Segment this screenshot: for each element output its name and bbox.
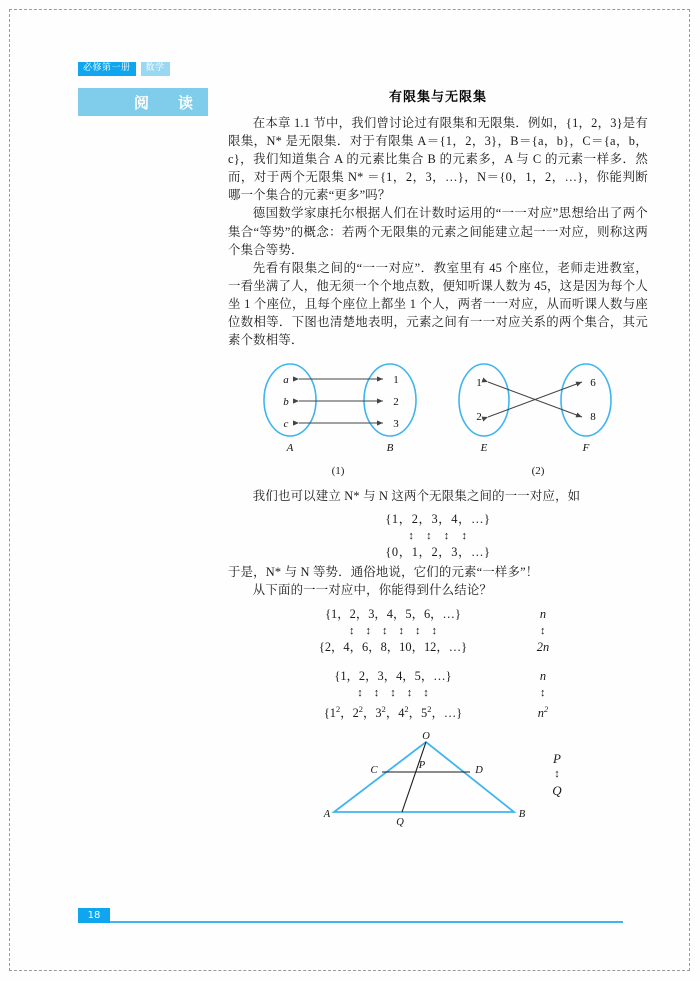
set-f-item-1: 8 bbox=[590, 411, 596, 424]
triangle-label-d: D bbox=[475, 764, 484, 776]
article-body bbox=[228, 86, 648, 828]
running-head bbox=[78, 62, 170, 76]
ellipse-set-e bbox=[459, 364, 509, 436]
correspondence-2-arrows: ↕ ↕ ↕ ↕ ↕ ↕ bbox=[349, 624, 437, 637]
article-title: 有限集与无限集 bbox=[388, 90, 487, 105]
triangle-svg bbox=[314, 732, 534, 828]
label-set-e: E bbox=[480, 442, 488, 455]
triangle-side-bottom: Q bbox=[552, 782, 562, 798]
correspondence-2-row-bottom bbox=[228, 639, 648, 656]
correspondence-1-top: {1，2，3，4，…} bbox=[385, 512, 491, 527]
paragraph-cantor: 德国数学家康托尔根据人们在计数时运用的“一一对应”思想给出了两个集合“等势”的概念：若两个无限集的元素之间能建立起一一对应，则称这两个集合等势． bbox=[228, 206, 648, 257]
set-a-item-1: b bbox=[283, 396, 289, 409]
running-head-subject: 数学 bbox=[141, 62, 170, 76]
reading-section-label: 阅 读 bbox=[133, 93, 200, 112]
correspondence-2-row-arrows bbox=[228, 623, 648, 639]
correspondence-1-bottom: {0，1，2，3，…} bbox=[385, 545, 491, 560]
set-a-item-2: c bbox=[283, 418, 289, 431]
mapping-arrows-2 bbox=[488, 382, 582, 417]
correspondence-3-side-top: n bbox=[539, 668, 547, 683]
triangle-label-q: Q bbox=[396, 816, 405, 828]
figure-mapping-diagrams bbox=[228, 361, 648, 477]
triangle-label-p: P bbox=[419, 759, 426, 771]
mapping-svg bbox=[238, 361, 638, 463]
triangle-label-b: B bbox=[519, 808, 526, 820]
correspondence-block-1 bbox=[228, 511, 648, 561]
correspondence-block-3 bbox=[228, 668, 648, 722]
running-head-book: 必修第一册 bbox=[78, 62, 136, 76]
segment-oq bbox=[402, 742, 426, 812]
correspondence-3-top: {1，2，3，4，5，…} bbox=[334, 668, 452, 683]
label-set-f: F bbox=[582, 442, 590, 455]
correspondence-3-side-bottom-base: n bbox=[537, 705, 544, 720]
ellipse-set-f bbox=[561, 364, 611, 436]
set-a-item-0: a bbox=[283, 374, 289, 387]
correspondence-2-side-top: n bbox=[539, 606, 547, 621]
ellipse-set-a bbox=[264, 364, 316, 436]
triangle-label-c: C bbox=[370, 764, 378, 776]
ellipse-set-b bbox=[364, 364, 416, 436]
set-b-item-2: 3 bbox=[393, 418, 399, 431]
correspondence-2-row-top bbox=[228, 606, 648, 623]
correspondence-2-side-bottom: 2n bbox=[536, 639, 550, 654]
correspondence-3-row-top bbox=[228, 668, 648, 685]
correspondence-3-side-arrow: ↕ bbox=[539, 686, 547, 699]
set-b-item-0: 1 bbox=[393, 374, 399, 387]
paragraph-after-figure: 我们也可以建立 N* 与 N 这两个无限集之间的一一对应，如 bbox=[252, 489, 581, 504]
page-number: 18 bbox=[78, 908, 110, 923]
correspondence-2-top: {1，2，3，4，5，6，…} bbox=[325, 606, 461, 621]
set-e-item-0: 1 bbox=[476, 377, 482, 390]
triangle-side-correspondence bbox=[552, 750, 561, 799]
correspondence-block-2 bbox=[228, 606, 648, 656]
correspondence-3-arrows: ↕ ↕ ↕ ↕ ↕ bbox=[357, 686, 429, 699]
figure-triangle-wrap bbox=[228, 732, 648, 828]
correspondence-3-row-arrows bbox=[228, 685, 648, 701]
triangle-side-top: P bbox=[553, 750, 561, 766]
paragraph-question: 从下面的一一对应中，你能得到什么结论？ bbox=[252, 583, 493, 598]
correspondence-2-side-arrow: ↕ bbox=[539, 624, 547, 637]
set-f-item-0: 6 bbox=[590, 377, 596, 390]
set-e-item-1: 2 bbox=[476, 411, 482, 424]
figure-caption-2: (2) bbox=[531, 465, 545, 478]
figure-caption-1: (1) bbox=[331, 465, 345, 478]
figure-captions bbox=[228, 465, 648, 477]
triangle-label-a: A bbox=[324, 808, 331, 820]
triangle-outline bbox=[334, 742, 514, 812]
mapping-arrows-1 bbox=[299, 379, 383, 423]
page-footer bbox=[78, 908, 623, 924]
correspondence-1-arrows: ↕ ↕ ↕ ↕ bbox=[408, 530, 468, 543]
correspondence-3-side-bottom-exp: 2 bbox=[543, 703, 549, 714]
footer-rule bbox=[110, 921, 623, 923]
label-set-a: A bbox=[286, 442, 294, 455]
correspondence-3-side-bottom bbox=[498, 701, 588, 722]
correspondence-2-bottom: {2，4，6，8，10，12，…} bbox=[318, 639, 468, 654]
correspondence-3-bottom: {$1^2$，$2^2$，$3^2$，$4^2$，$5^2$，…} bbox=[323, 703, 463, 720]
set-b-item-1: 2 bbox=[393, 396, 399, 409]
paragraph-intro: 在本章 1.1 节中，我们曾讨论过有限集和无限集．例如，{1，2，3}是有限集，N* 是无限集．对于有限集 A＝{1，2，3}，B＝{a，b}，C＝{a，b，c}，我们知道集合 A 的元素比集合 B 的元素多，A 与 C 的元素一样多．然而，对于两个无限集 N* ＝{1，2，3，…}，N＝{0，1，2，…}，你能判断哪一个集合的元素“更多”吗？ bbox=[228, 116, 648, 203]
paragraph-conclusion: 于是，N* 与 N 等势．通俗地说，它们的元素“一样多”！ bbox=[228, 565, 539, 580]
triangle-side-arrow: ↕ bbox=[554, 767, 560, 780]
correspondence-3-row-bottom bbox=[228, 701, 648, 722]
label-set-b: B bbox=[386, 442, 394, 455]
paragraph-classroom: 先看有限集之间的“一一对应”．教室里有 45 个座位，老师走进教室，一看坐满了人，他无须一个个地点数，便知听课人数为 45，这是因为每个人坐 1 个座位，且每个座位上都坐 1 个人，两者一一对应，从而听课人数与座位数相等．下图也清楚地表明，元素之间有一一对应关系的两个集合，其元素个数相等． bbox=[228, 260, 648, 348]
reading-section-banner bbox=[78, 88, 208, 116]
triangle-label-o: O bbox=[422, 731, 431, 742]
